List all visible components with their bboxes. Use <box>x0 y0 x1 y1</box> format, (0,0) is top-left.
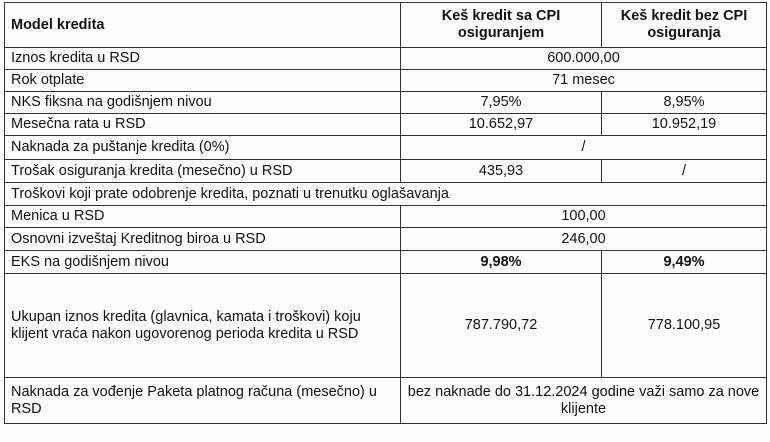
table-row <box>5 206 767 228</box>
header-row <box>5 3 767 48</box>
header-label-cell: Model kredita <box>5 3 401 48</box>
table-row <box>5 92 767 114</box>
row-value-col1: 9,98% <box>401 251 602 274</box>
row-value-col1: 787.790,72 <box>401 274 602 378</box>
row-label: Naknada za vođenje Paketa platnog računa (mesečno) u RSD <box>5 378 401 424</box>
row-value-col1: 7,95% <box>401 92 602 114</box>
table-row <box>5 228 767 251</box>
row-label: Rok otplate <box>5 70 401 92</box>
row-label: EKS na godišnjem nivou <box>5 251 401 274</box>
row-label: Mesečna rata u RSD <box>5 114 401 136</box>
section-row <box>5 183 767 206</box>
table-row <box>5 251 767 274</box>
row-value-col2: / <box>602 160 767 183</box>
row-value: / <box>401 136 767 160</box>
row-value: 100,00 <box>401 206 767 228</box>
row-value-col2: 778.100,95 <box>602 274 767 378</box>
row-label: Iznos kredita u RSD <box>5 48 401 70</box>
row-label: Osnovni izveštaj Kreditnog biroa u RSD <box>5 228 401 251</box>
loan-comparison-table <box>4 2 767 424</box>
row-label: NKS fiksna na godišnjem nivou <box>5 92 401 114</box>
row-value: 71 mesec <box>401 70 767 92</box>
table-row <box>5 274 767 378</box>
row-value-col2: 9,49% <box>602 251 767 274</box>
row-value: bez naknade do 31.12.2024 godine važi samo za nove klijente <box>401 378 767 424</box>
header-col2-cell: Keš kredit bez CPI osiguranja <box>602 3 767 48</box>
table-row <box>5 70 767 92</box>
row-value-col2: 10.952,19 <box>602 114 767 136</box>
row-value-col1: 10.652,97 <box>401 114 602 136</box>
row-value-col1: 435,93 <box>401 160 602 183</box>
table-row <box>5 160 767 183</box>
row-label: Naknada za puštanje kredita (0%) <box>5 136 401 160</box>
row-label: Menica u RSD <box>5 206 401 228</box>
row-label: Trošak osiguranja kredita (mesečno) u RSD <box>5 160 401 183</box>
row-value: 246,00 <box>401 228 767 251</box>
table-row <box>5 378 767 424</box>
table-row <box>5 114 767 136</box>
table-row <box>5 136 767 160</box>
row-label: Ukupan iznos kredita (glavnica, kamata i troškovi) koju klijent vraća nakon ugovorenog perioda kredita u RSD <box>5 274 401 378</box>
header-col1-cell: Keš kredit sa CPI osiguranjem <box>401 3 602 48</box>
section-label: Troškovi koji prate odobrenje kredita, poznati u trenutku oglašavanja <box>5 183 767 206</box>
row-value: 600.000,00 <box>401 48 767 70</box>
row-value-col2: 8,95% <box>602 92 767 114</box>
table-row <box>5 48 767 70</box>
